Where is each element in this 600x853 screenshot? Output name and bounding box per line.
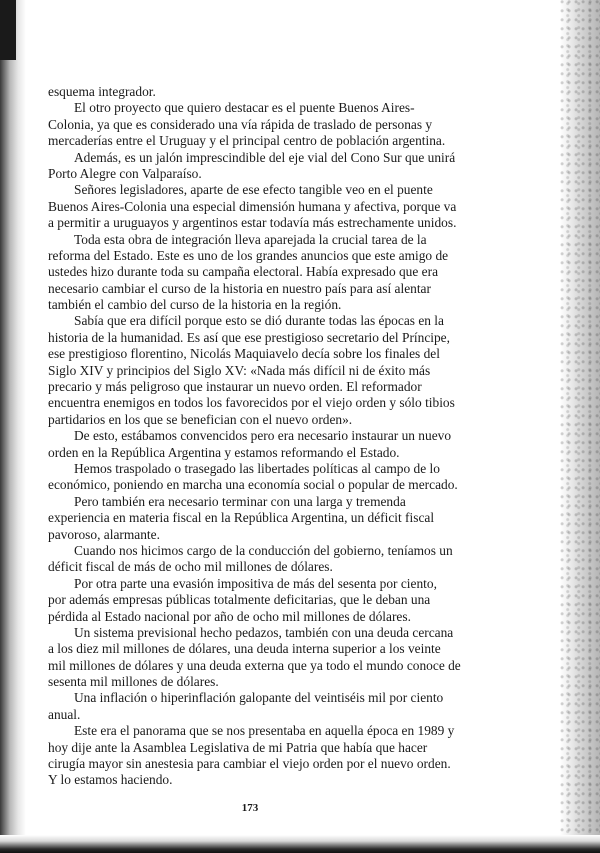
text-line: Una inflación o hiperinflación galopante del veintiséis mil por ciento: [74, 690, 444, 706]
text-line: Siglo XIV y principios del Siglo XV: «Nada más difícil ni de éxito más: [48, 362, 431, 378]
text-line: Colonia, ya que es considerado una vía rápida de traslado de personas y: [48, 116, 433, 132]
text-line: reforma del Estado. Este es uno de los grandes anuncios que este amigo de: [48, 247, 449, 263]
text-line: Porto Alegre con Valparaíso.: [48, 165, 202, 181]
text-line: Hemos traspolado o trasegado las libertades políticas al campo de lo: [74, 460, 440, 476]
scan-bottom-edge-shadow: [0, 835, 600, 853]
text-line: Buenos Aires-Colonia una especial dimensión humana y afectiva, porque va: [48, 198, 457, 214]
text-line: Y lo estamos haciendo.: [48, 772, 173, 788]
text-line: también el cambio del curso de la historia en la región.: [48, 297, 342, 313]
text-line: encuentra enemigos en todos los favorecidos por el viejo orden y sólo tibios: [48, 395, 455, 411]
text-line: anual.: [48, 706, 81, 722]
text-line: historia de la humanidad. Es así que ese prestigioso secretario del Príncipe,: [48, 329, 450, 345]
text-line: partidarios en los que se benefician con el nuevo orden».: [48, 411, 353, 427]
text-line: De esto, estábamos convencidos pero era necesario instaurar un nuevo: [74, 428, 452, 444]
scan-right-edge-noise: [560, 0, 600, 853]
text-line: pavoroso, alarmante.: [48, 526, 160, 542]
text-line: cirugía mayor sin anestesia para cambiar el viejo orden por el nuevo orden.: [48, 756, 451, 772]
text-line: necesario cambiar el curso de la historia en nuestro país para así alentar: [48, 280, 431, 296]
text-line: Señores legisladores, aparte de ese efecto tangible veo en el puente: [74, 182, 433, 198]
text-line: Toda esta obra de integración lleva aparejada la crucial tarea de la: [74, 231, 427, 247]
text-line: precario y más peligroso que instaurar un nuevo orden. El reformador: [48, 379, 422, 395]
text-line: El otro proyecto que quiero destacar es el puente Buenos Aires-: [74, 100, 415, 116]
text-line: ese prestigioso florentino, Nicolás Maquiavelo decía sobre los finales del: [48, 346, 440, 362]
text-line: pérdida al Estado nacional por año de ocho mil millones de dólares.: [48, 608, 411, 624]
text-line: hoy dije ante la Asamblea Legislativa de mi Patria que había que hacer: [48, 739, 428, 755]
text-line: económico, poniendo en marcha una economía social o popular de mercado.: [48, 477, 458, 493]
text-line: déficit fiscal de más de ocho mil millones de dólares.: [48, 559, 333, 575]
text-line: sesenta mil millones de dólares.: [48, 674, 219, 690]
text-line: mil millones de dólares y una deuda externa que ya todo el mundo conoce de: [48, 657, 461, 673]
text-line: ustedes hizo durante toda su campaña electoral. Había expresado que era: [48, 264, 439, 280]
text-line: Cuando nos hicimos cargo de la conducción del gobierno, teníamos un: [74, 542, 453, 558]
text-line: orden en la República Argentina y estamos reformando el Estado.: [48, 444, 400, 460]
text-line: Este era el panorama que se nos presentaba en aquella época en 1989 y: [74, 723, 455, 739]
text-line: a permitir a uruguayos y argentinos estar todavía más estrechamente unidos.: [48, 215, 457, 231]
scan-corner-mark: [0, 0, 16, 60]
text-line: Por otra parte una evasión impositiva de más del sesenta por ciento,: [74, 575, 437, 591]
scan-left-edge-shadow: [0, 0, 26, 853]
text-line: a los diez mil millones de dólares, una deuda interna superior a los veinte: [48, 641, 441, 657]
text-line: Un sistema previsional hecho pedazos, también con una deuda cercana: [74, 624, 454, 640]
text-line: mercaderías entre el Uruguay y el principal centro de población argentina.: [48, 133, 446, 149]
text-line: esquema integrador.: [48, 84, 156, 99]
page-number: 173: [241, 802, 259, 814]
text-line: Pero también era necesario terminar con una larga y tremenda: [74, 493, 406, 509]
body-text: [48, 84, 461, 789]
text-line: experiencia en materia fiscal en la República Argentina, un déficit fiscal: [48, 510, 435, 526]
text-line: Además, es un jalón imprescindible del eje vial del Cono Sur que unirá: [74, 149, 456, 165]
text-line: Sabía que era difícil porque esto se dió durante todas las épocas en la: [74, 313, 444, 329]
text-line: por además empresas públicas totalmente deficitarias, que le deban una: [48, 592, 431, 608]
